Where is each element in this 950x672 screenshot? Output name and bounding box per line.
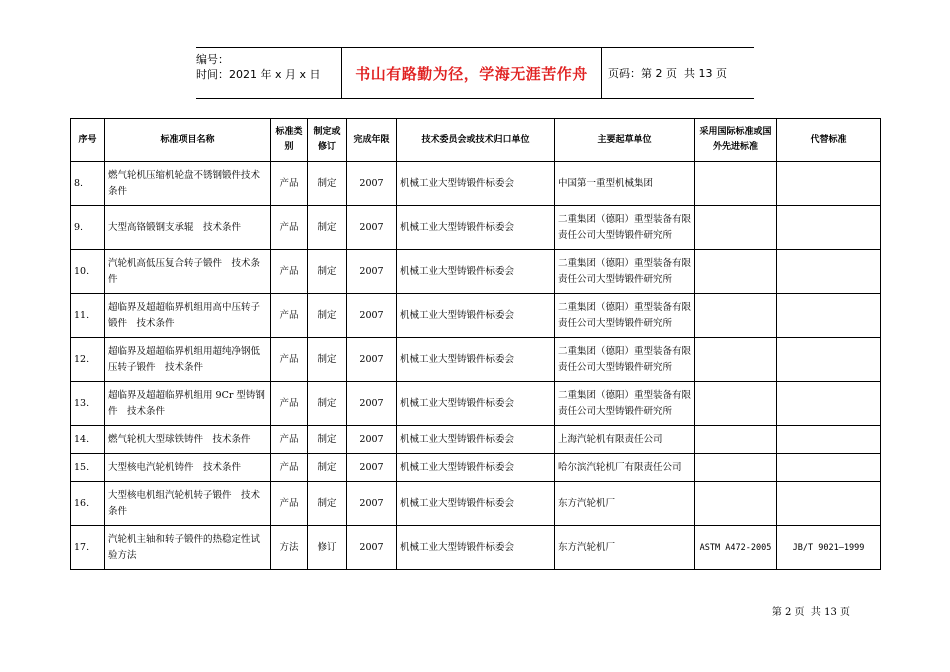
cell-adopted: ASTM A472-2005 <box>695 526 777 570</box>
cell-type: 制定 <box>308 338 347 382</box>
cell-seq: 16. <box>71 482 105 526</box>
cell-category: 产品 <box>271 482 308 526</box>
table-row <box>71 482 881 526</box>
cell-drafter: 二重集团（德阳）重型装备有限责任公司大型铸锻件研究所 <box>555 250 695 294</box>
cell-category: 产品 <box>271 426 308 454</box>
cell-type: 制定 <box>308 250 347 294</box>
cell-type: 制定 <box>308 426 347 454</box>
col-header-adopted: 采用国际标准或国外先进标准 <box>695 119 777 162</box>
cell-adopted <box>695 206 777 250</box>
cell-replaces: JB/T 9021—1999 <box>777 526 881 570</box>
cell-type: 制定 <box>308 162 347 206</box>
cell-adopted <box>695 162 777 206</box>
cell-year: 2007 <box>347 250 397 294</box>
cell-year: 2007 <box>347 454 397 482</box>
cell-seq: 15. <box>71 454 105 482</box>
cell-replaces <box>777 250 881 294</box>
cell-year: 2007 <box>347 426 397 454</box>
table-row <box>71 162 881 206</box>
col-header-category: 标准类别 <box>271 119 308 162</box>
cell-committee: 机械工业大型铸锻件标委会 <box>397 162 555 206</box>
cell-seq: 12. <box>71 338 105 382</box>
cell-category: 产品 <box>271 454 308 482</box>
cell-committee: 机械工业大型铸锻件标委会 <box>397 206 555 250</box>
cell-seq: 17. <box>71 526 105 570</box>
cell-committee: 机械工业大型铸锻件标委会 <box>397 454 555 482</box>
table-row <box>71 338 881 382</box>
cell-adopted <box>695 454 777 482</box>
cell-name: 燃气轮机大型球铁铸件 技术条件 <box>105 426 271 454</box>
cell-drafter: 二重集团（德阳）重型装备有限责任公司大型铸锻件研究所 <box>555 338 695 382</box>
cell-committee: 机械工业大型铸锻件标委会 <box>397 482 555 526</box>
cell-seq: 14. <box>71 426 105 454</box>
header-page-info <box>602 48 754 98</box>
table-row <box>71 294 881 338</box>
cell-committee: 机械工业大型铸锻件标委会 <box>397 426 555 454</box>
cell-year: 2007 <box>347 338 397 382</box>
cell-name: 超临界及超超临界机组用高中压转子锻件 技术条件 <box>105 294 271 338</box>
cell-drafter: 中国第一重型机械集团 <box>555 162 695 206</box>
standards-table <box>70 118 881 570</box>
table-row <box>71 382 881 426</box>
cell-year: 2007 <box>347 294 397 338</box>
cell-adopted <box>695 482 777 526</box>
cell-year: 2007 <box>347 482 397 526</box>
cell-replaces <box>777 382 881 426</box>
cell-category: 产品 <box>271 294 308 338</box>
col-header-name: 标准项目名称 <box>105 119 271 162</box>
document-date: 时间：2021 年 x 月 x 日 <box>196 68 321 81</box>
cell-type: 修订 <box>308 526 347 570</box>
cell-drafter: 东方汽轮机厂 <box>555 482 695 526</box>
cell-adopted <box>695 294 777 338</box>
cell-drafter: 哈尔滨汽轮机厂有限责任公司 <box>555 454 695 482</box>
cell-year: 2007 <box>347 206 397 250</box>
cell-name: 汽轮机主轴和转子锻件的热稳定性试验方法 <box>105 526 271 570</box>
cell-seq: 8. <box>71 162 105 206</box>
cell-year: 2007 <box>347 382 397 426</box>
cell-seq: 13. <box>71 382 105 426</box>
col-header-type: 制定或修订 <box>308 119 347 162</box>
cell-replaces <box>777 454 881 482</box>
col-header-replaces: 代替标准 <box>777 119 881 162</box>
header-page-label: 页码：第 2 页 共 13 页 <box>608 67 727 80</box>
table-row <box>71 454 881 482</box>
cell-committee: 机械工业大型铸锻件标委会 <box>397 382 555 426</box>
table-header-row <box>71 119 881 162</box>
cell-type: 制定 <box>308 454 347 482</box>
cell-seq: 11. <box>71 294 105 338</box>
page-header <box>196 47 754 99</box>
cell-committee: 机械工业大型铸锻件标委会 <box>397 294 555 338</box>
cell-category: 产品 <box>271 162 308 206</box>
cell-name: 燃气轮机压缩机轮盘不锈钢锻件技术条件 <box>105 162 271 206</box>
cell-category: 产品 <box>271 338 308 382</box>
cell-adopted <box>695 250 777 294</box>
col-header-committee: 技术委员会或技术归口单位 <box>397 119 555 162</box>
header-meta <box>196 48 341 98</box>
cell-replaces <box>777 338 881 382</box>
cell-seq: 10. <box>71 250 105 294</box>
cell-replaces <box>777 206 881 250</box>
cell-drafter: 二重集团（德阳）重型装备有限责任公司大型铸锻件研究所 <box>555 206 695 250</box>
cell-seq: 9. <box>71 206 105 250</box>
cell-category: 方法 <box>271 526 308 570</box>
cell-name: 超临界及超超临界机组用 9Cr 型铸钢件 技术条件 <box>105 382 271 426</box>
col-header-drafter: 主要起草单位 <box>555 119 695 162</box>
cell-category: 产品 <box>271 250 308 294</box>
cell-type: 制定 <box>308 206 347 250</box>
table-row <box>71 250 881 294</box>
page-footer: 第 2 页 共 13 页 <box>771 607 850 618</box>
cell-category: 产品 <box>271 206 308 250</box>
cell-drafter: 上海汽轮机有限责任公司 <box>555 426 695 454</box>
cell-category: 产品 <box>271 382 308 426</box>
cell-type: 制定 <box>308 482 347 526</box>
col-header-year: 完成年限 <box>347 119 397 162</box>
cell-drafter: 东方汽轮机厂 <box>555 526 695 570</box>
cell-adopted <box>695 338 777 382</box>
cell-name: 汽轮机高低压复合转子锻件 技术条件 <box>105 250 271 294</box>
cell-drafter: 二重集团（德阳）重型装备有限责任公司大型铸锻件研究所 <box>555 382 695 426</box>
cell-adopted <box>695 426 777 454</box>
cell-name: 大型核电汽轮机铸件 技术条件 <box>105 454 271 482</box>
cell-name: 超临界及超超临界机组用超纯净钢低压转子锻件 技术条件 <box>105 338 271 382</box>
cell-name: 大型高铬锻钢支承辊 技术条件 <box>105 206 271 250</box>
cell-name: 大型核电机组汽轮机转子锻件 技术条件 <box>105 482 271 526</box>
table-row <box>71 206 881 250</box>
document-number-label: 编号： <box>196 53 229 66</box>
header-motto: 书山有路勤为径，学海无涯苦作舟 <box>341 48 602 98</box>
cell-replaces <box>777 482 881 526</box>
cell-committee: 机械工业大型铸锻件标委会 <box>397 250 555 294</box>
table-row <box>71 526 881 570</box>
cell-replaces <box>777 426 881 454</box>
cell-committee: 机械工业大型铸锻件标委会 <box>397 338 555 382</box>
cell-adopted <box>695 382 777 426</box>
cell-year: 2007 <box>347 526 397 570</box>
cell-year: 2007 <box>347 162 397 206</box>
cell-committee: 机械工业大型铸锻件标委会 <box>397 526 555 570</box>
col-header-seq: 序号 <box>71 119 105 162</box>
table-row <box>71 426 881 454</box>
cell-drafter: 二重集团（德阳）重型装备有限责任公司大型铸锻件研究所 <box>555 294 695 338</box>
cell-type: 制定 <box>308 382 347 426</box>
cell-type: 制定 <box>308 294 347 338</box>
cell-replaces <box>777 294 881 338</box>
cell-replaces <box>777 162 881 206</box>
